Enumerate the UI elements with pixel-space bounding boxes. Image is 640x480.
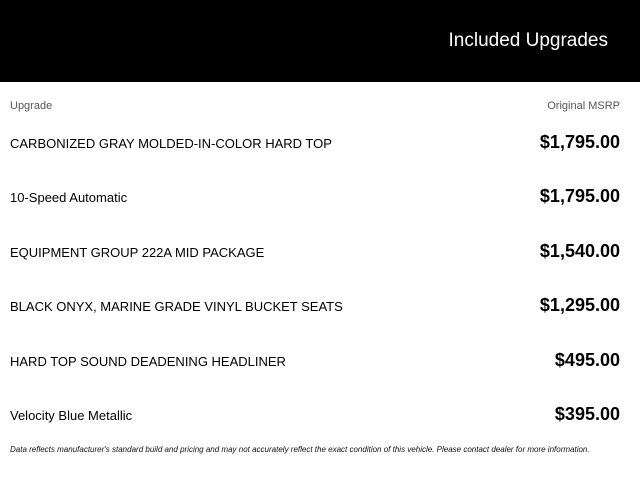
upgrade-column-header: Upgrade [10, 100, 53, 112]
page-title: Included Upgrades [448, 30, 608, 51]
upgrade-name: HARD TOP SOUND DEADENING HEADLINER [10, 353, 286, 369]
upgrade-name: Velocity Blue Metallic [10, 407, 133, 423]
upgrade-name: BLACK ONYX, MARINE GRADE VINYL BUCKET SEATS [10, 299, 343, 315]
upgrade-row [0, 333, 640, 387]
disclaimer-text: Data reflects manufacturer's standard build and pricing and may not accurately reflect the exact condition of this vehicle. Please contact dealer for more information. [10, 445, 590, 454]
upgrade-price: $395.00 [554, 403, 620, 424]
upgrade-row [0, 224, 640, 278]
upgrade-row [0, 278, 640, 332]
upgrade-price: $1,295.00 [539, 295, 620, 316]
header-bar [0, 0, 640, 82]
upgrade-name: CARBONIZED GRAY MOLDED-IN-COLOR HARD TOP [10, 136, 332, 151]
msrp-column-header: Original MSRP [547, 100, 620, 112]
upgrade-row [0, 169, 640, 223]
upgrade-price: $1,795.00 [539, 186, 620, 207]
upgrade-name: EQUIPMENT GROUP 222A MID PACKAGE [10, 244, 265, 260]
upgrades-list [0, 115, 640, 441]
upgrade-price: $1,795.00 [539, 132, 620, 152]
upgrade-row [0, 115, 640, 169]
upgrade-name: 10-Speed Automatic [10, 190, 128, 206]
upgrade-price: $495.00 [554, 349, 620, 370]
upgrade-row [0, 387, 640, 441]
upgrade-price: $1,540.00 [539, 240, 620, 261]
